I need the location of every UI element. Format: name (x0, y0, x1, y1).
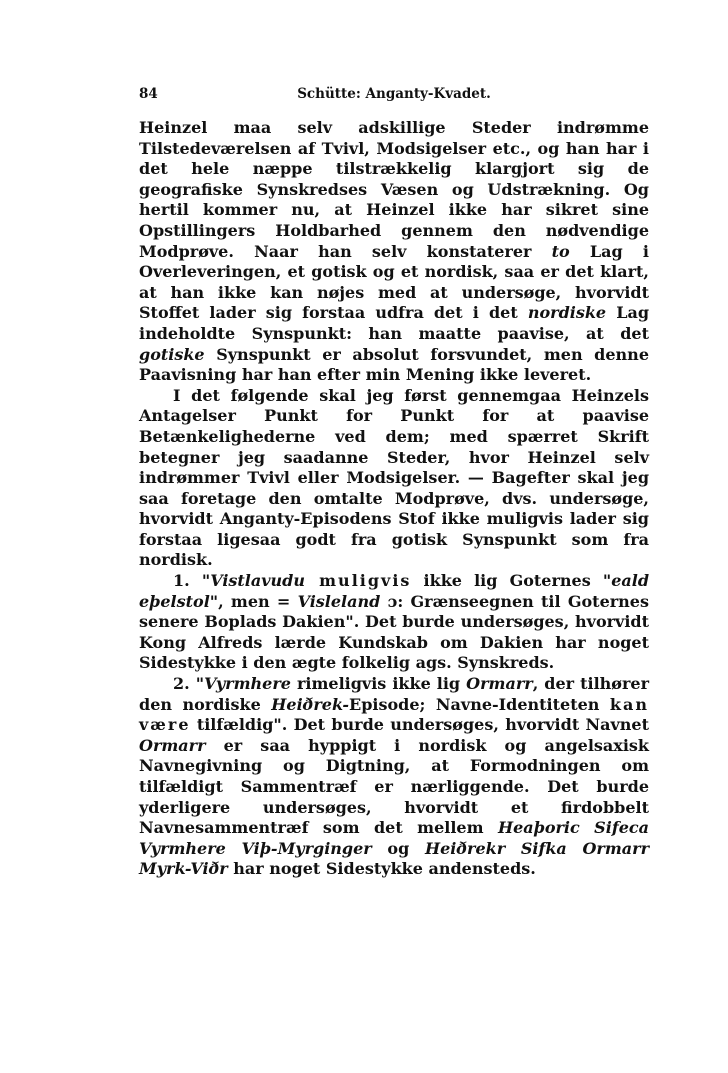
emphasis: gotiske (139, 344, 205, 364)
page-header (139, 86, 649, 108)
text-run: Lag i Overleveringen, et gotisk og et nordisk, saa er det klart, at han ikke kan nøjes med at undersøge, hvorvidt Stoffet lader sig forstaa udfra det i det (139, 241, 649, 323)
text-run: rimeligvis ikke lig (290, 674, 467, 694)
text-run: ɔ: Grænseegnen til Goternes senere Boplads Dakien". Det burde undersøges, hvorvidt Kong Alfreds lærde Kundskab om Dakien har noget Sidestykke i den ægte folkelig ags. Synskreds. (139, 591, 649, 673)
text-run: og (371, 838, 425, 858)
text-run: tilfældig". Det burde undersøges, hvorvidt Navnet (190, 715, 649, 735)
item-number: 2. (173, 674, 196, 694)
running-title: Schütte: Anganty-Kvadet. (297, 86, 491, 102)
paragraph-3 (139, 571, 649, 674)
emphasis: Heaþoric Sifeca Vyrmhere Viþ-Myrginger (139, 818, 649, 858)
spaced-text: kan være (139, 694, 649, 735)
text-run: , der tilhører den nordiske (139, 674, 649, 714)
text-run: Episode; Navne-Identiteten (349, 694, 610, 714)
emphasis: Heiðrek- (271, 694, 350, 714)
text-run: Synspunkt er absolut forsvundet, men denne Paavisning har han efter min Mening ikke leveret. (139, 344, 649, 385)
paragraph-4 (139, 674, 649, 880)
paragraph-1 (139, 118, 649, 386)
text-run: ikke lig Goternes " (411, 571, 612, 591)
text-run: ", men = (209, 591, 298, 611)
paragraph-2 (139, 386, 649, 571)
text-run: Lag indeholdte Synspunkt: han maatte paavise, at det (139, 303, 650, 343)
emphasis: nordiske (527, 303, 607, 323)
quote-mark: " (201, 571, 211, 591)
emphasis: Heiðrekr Sifka Ormarr Myrk-Viðr (139, 838, 650, 879)
text-run: er saa hyppigt i nordisk og angelsaxisk Navnegivning og Digtning, at Formodningen om tilfældigt Sammentræf er nærliggende. Det burde yderligere undersøges, hvorvidt et firdobbelt Navnesammentræf som det mellem (139, 735, 649, 838)
text-run: I det følgende skal jeg først gennemgaa Heinzels Antagelser Punkt for Punkt for at paavise Betænkelighederne ved dem; med spærret Skrift betegner jeg saadanne Steder, hvor Heinzel selv indrømmer Tvivl eller Modsigelser. — Bagefter skal jeg saa foretage den omtalte Modprøve, dvs. undersøge, hvorvidt Anganty-Episodens Stof ikke muligvis lader sig forstaa ligesaa godt fra gotisk Synspunkt som fra nordisk. (139, 385, 649, 570)
emphasis: Vyrmhere (204, 674, 291, 694)
body-text (139, 118, 649, 880)
emphasis: Visleland (297, 591, 381, 611)
quote-mark: " (195, 674, 205, 694)
text-run: har noget Sidestykke andensteds. (227, 859, 536, 879)
item-number: 1. (173, 571, 202, 591)
emphasis: eald eþelstol (139, 571, 650, 611)
page-number: 84 (139, 86, 158, 102)
spaced-text: muligvis (305, 571, 412, 591)
emphasis: Ormarr (139, 735, 206, 755)
emphasis: to (551, 241, 570, 261)
emphasis: Ormarr (466, 674, 533, 694)
text-run: Heinzel maa selv adskillige Steder indrømme Tilstedeværelsen af Tvivl, Modsigelser etc., og han har i det hele næppe tilstrækkelig klargjort sig de geografiske Synskredses Væsen og Udstrækning. Og hertil kommer nu, at Heinzel ikke har sikret sine Opstillingers Holdbarhed gennem den nødvendige Modprøve. Naar han selv konstaterer (139, 118, 649, 261)
emphasis: Vistlavudu (210, 571, 305, 591)
